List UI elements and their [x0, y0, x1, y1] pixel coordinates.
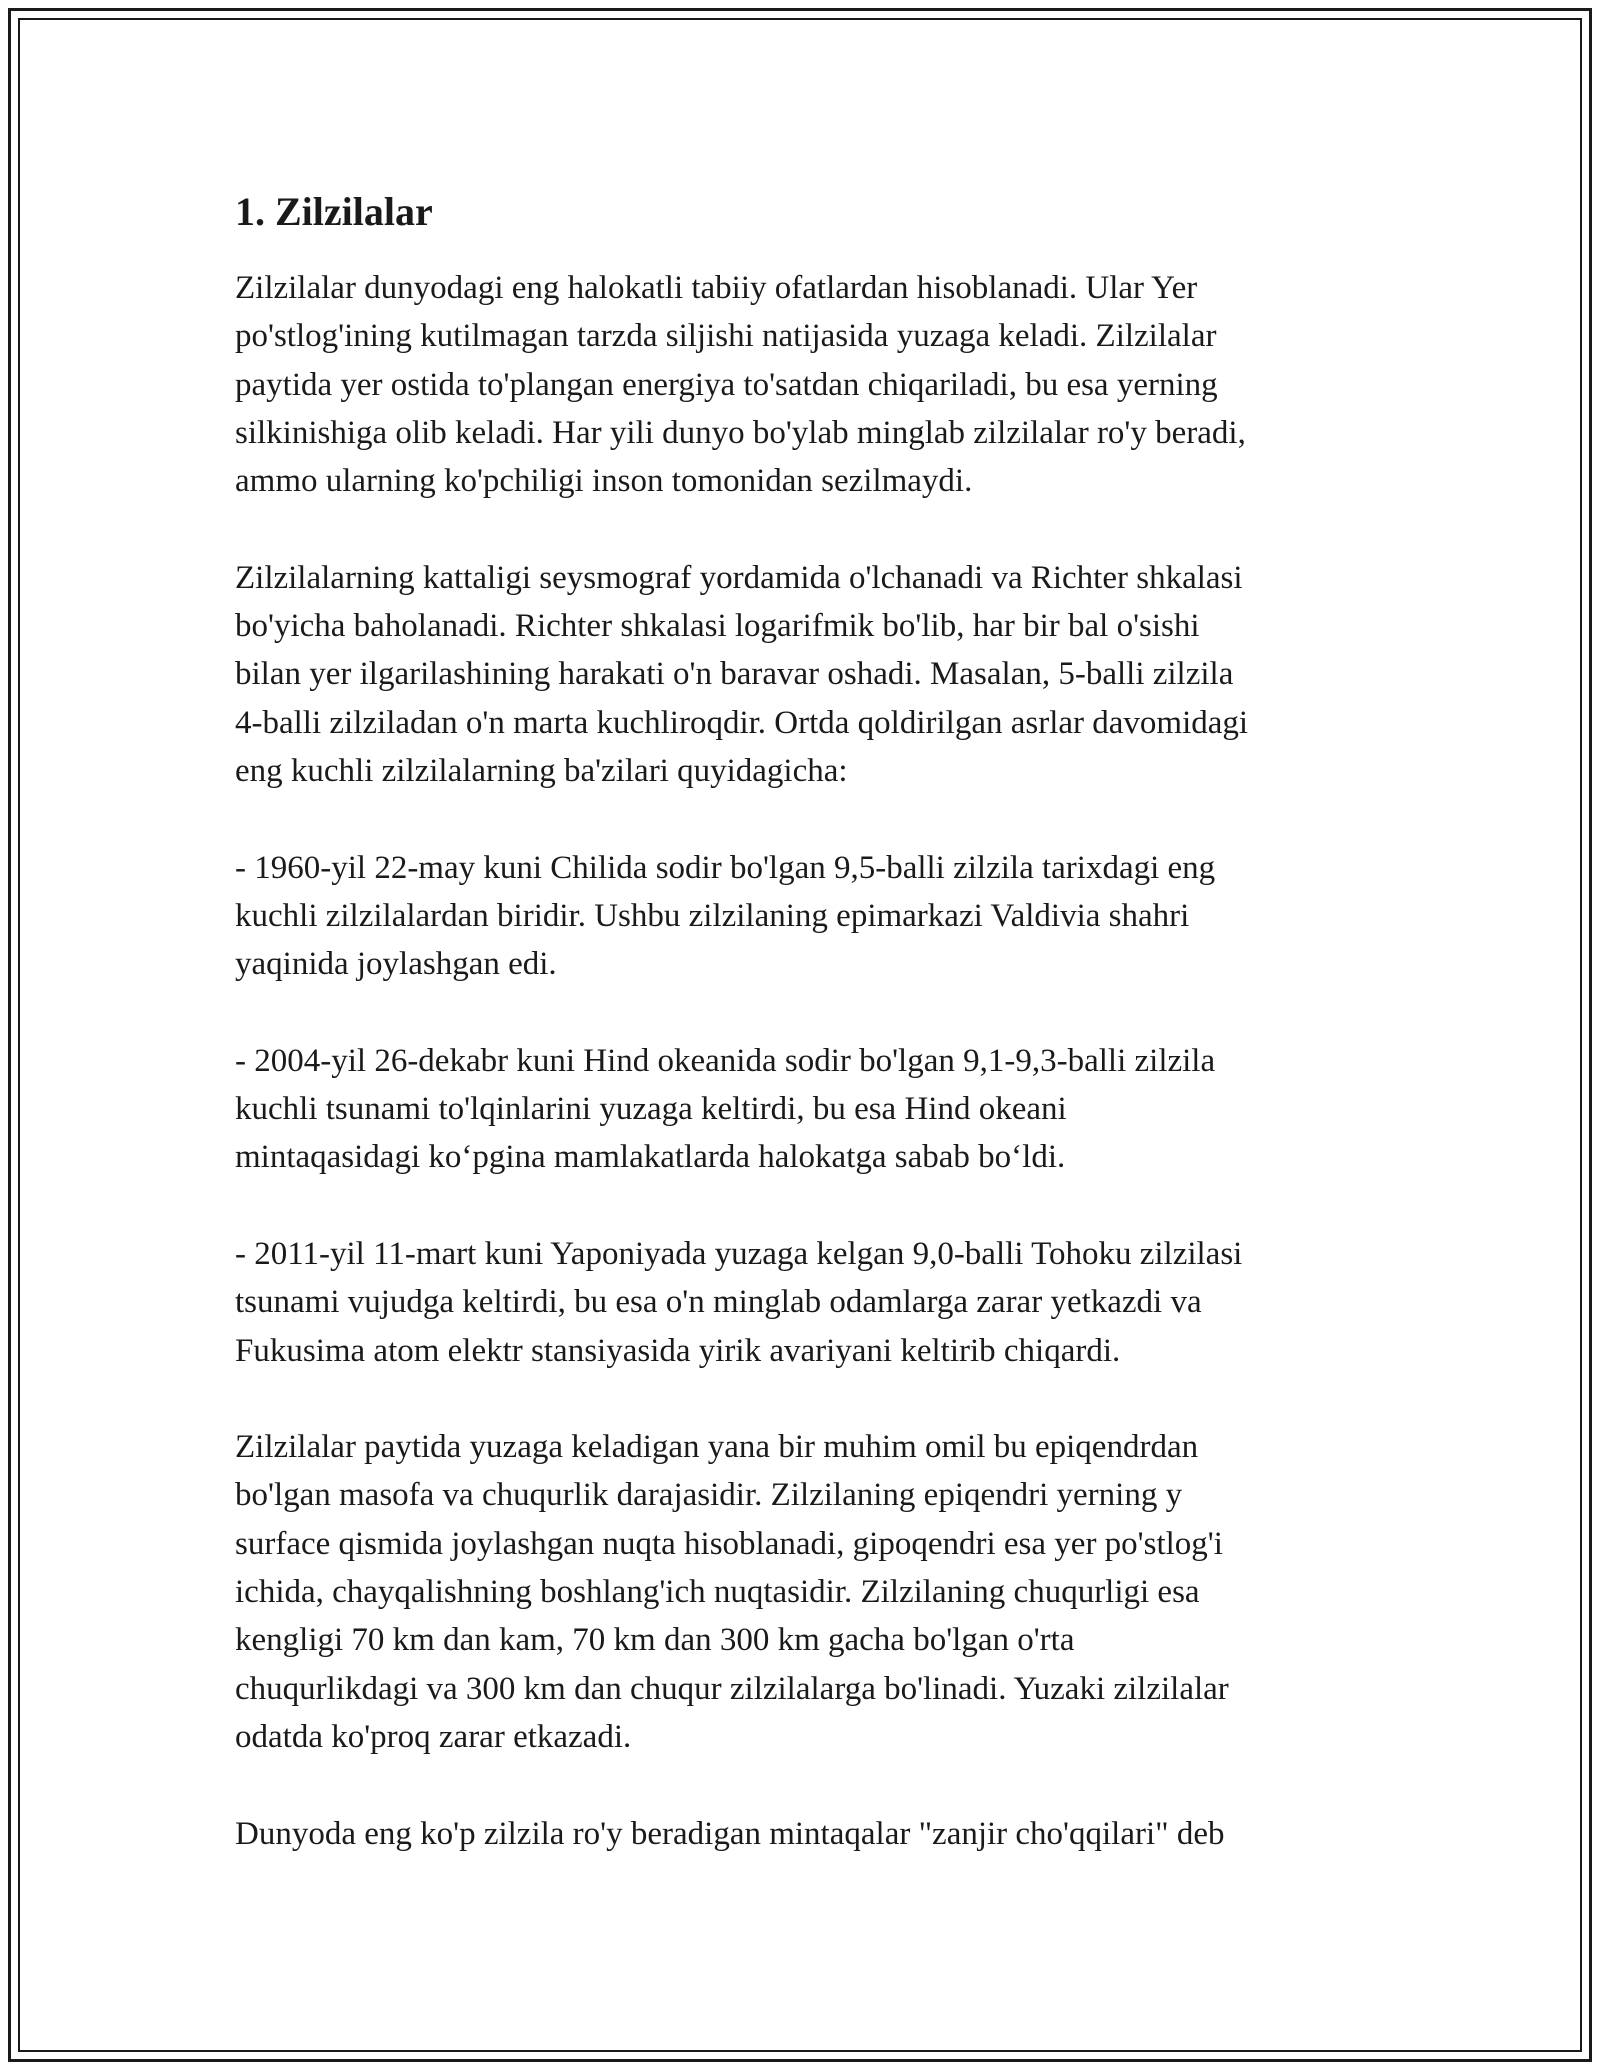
paragraph-depth	[235, 1423, 1375, 1761]
text-line: Zilzilalar dunyodagi eng halokatli tabiiy ofatlardan hisoblanadi. Ular Yer	[235, 270, 1198, 306]
paragraph-magnitude	[235, 554, 1375, 795]
text-line: - 1960-yil 22-may kuni Chilida sodir bo'lgan 9,5-balli zilzila tarixdagi eng	[235, 849, 1216, 886]
text-line: ammo ularning ko'pchiligi inson tomonidan sezilmaydi.	[235, 463, 973, 500]
list-item-indian-ocean	[235, 1037, 1375, 1182]
text-line: kuchli zilzilalardan biridir. Ushbu zilzilaning epimarkazi Valdivia shahri	[235, 897, 1190, 934]
document-body	[235, 188, 1375, 1858]
text-line: paytida yer ostida to'plangan energiya to'satdan chiqariladi, bu esa yerning	[235, 366, 1218, 403]
list-item-chile	[235, 844, 1375, 989]
text-line: bo'yicha baholanadi. Richter shkalasi logarifmik bo'lib, har bir bal o'sishi	[235, 608, 1200, 645]
text-line: eng kuchli zilzilalarning ba'zilari quyidagicha:	[235, 752, 848, 789]
text-line: Zilzilalarning kattaligi seysmograf yordamida o'lchanadi va Richter shkalasi	[235, 559, 1243, 596]
text-line: kengligi 70 km dan kam, 70 km dan 300 km gacha bo'lgan o'rta	[235, 1622, 1075, 1659]
text-line: kuchli tsunami to'lqinlarini yuzaga keltirdi, bu esa Hind okeani	[235, 1091, 1067, 1128]
paragraph-regions	[235, 1810, 1375, 1858]
text-line: mintaqasidagi ko‘pgina mamlakatlarda halokatga sabab bo‘ldi.	[235, 1139, 1066, 1176]
text-line: po'stlog'ining kutilmagan tarzda siljishi natijasida yuzaga keladi. Zilzilalar	[235, 318, 1217, 355]
text-line: - 2004-yil 26-dekabr kuni Hind okeanida sodir bo'lgan 9,1-9,3-balli zilzila	[235, 1042, 1216, 1079]
list-item-tohoku	[235, 1230, 1375, 1375]
text-line: ichida, chayqalishning boshlang'ich nuqtasidir. Zilzilaning chuqurligi esa	[235, 1574, 1200, 1611]
text-line: yaqinida joylashgan edi.	[235, 946, 557, 983]
text-line: odatda ko'proq zarar etkazadi.	[235, 1718, 632, 1755]
text-line: tsunami vujudga keltirdi, bu esa o'n minglab odamlarga zarar yetkazdi va	[235, 1284, 1202, 1321]
text-line: - 2011-yil 11-mart kuni Yaponiyada yuzaga kelgan 9,0-balli Tohoku zilzilasi	[235, 1235, 1243, 1272]
text-line: 4-balli zilziladan o'n marta kuchliroqdir. Ortda qoldirilgan asrlar davomidagi	[235, 704, 1249, 741]
text-line: silkinishiga olib keladi. Har yili dunyo bo'ylab minglab zilzilalar ro'y beradi,	[235, 414, 1246, 451]
text-line: chuqurlikdagi va 300 km dan chuqur zilzilalarga bo'linadi. Yuzaki zilzilalar	[235, 1670, 1229, 1707]
text-line: bilan yer ilgarilashining harakati o'n baravar oshadi. Masalan, 5-balli zilzila	[235, 656, 1234, 693]
text-line: Zilzilalar paytida yuzaga keladigan yana bir muhim omil bu epiqendrdan	[235, 1429, 1199, 1466]
section-heading: 1. Zilzilalar	[235, 189, 433, 234]
text-line: Dunyoda eng ko'p zilzila ro'y beradigan mintaqalar "zanjir cho'qqilari" deb	[235, 1815, 1225, 1852]
paragraph-intro	[235, 264, 1375, 505]
text-line: Fukusima atom elektr stansiyasida yirik avariyani keltirib chiqardi.	[235, 1332, 1121, 1369]
text-line: bo'lgan masofa va chuqurlik darajasidir. Zilzilaning epiqendri yerning y	[235, 1477, 1183, 1514]
text-line: surface qismida joylashgan nuqta hisoblanadi, gipoqendri esa yer po'stlog'i	[235, 1525, 1223, 1562]
